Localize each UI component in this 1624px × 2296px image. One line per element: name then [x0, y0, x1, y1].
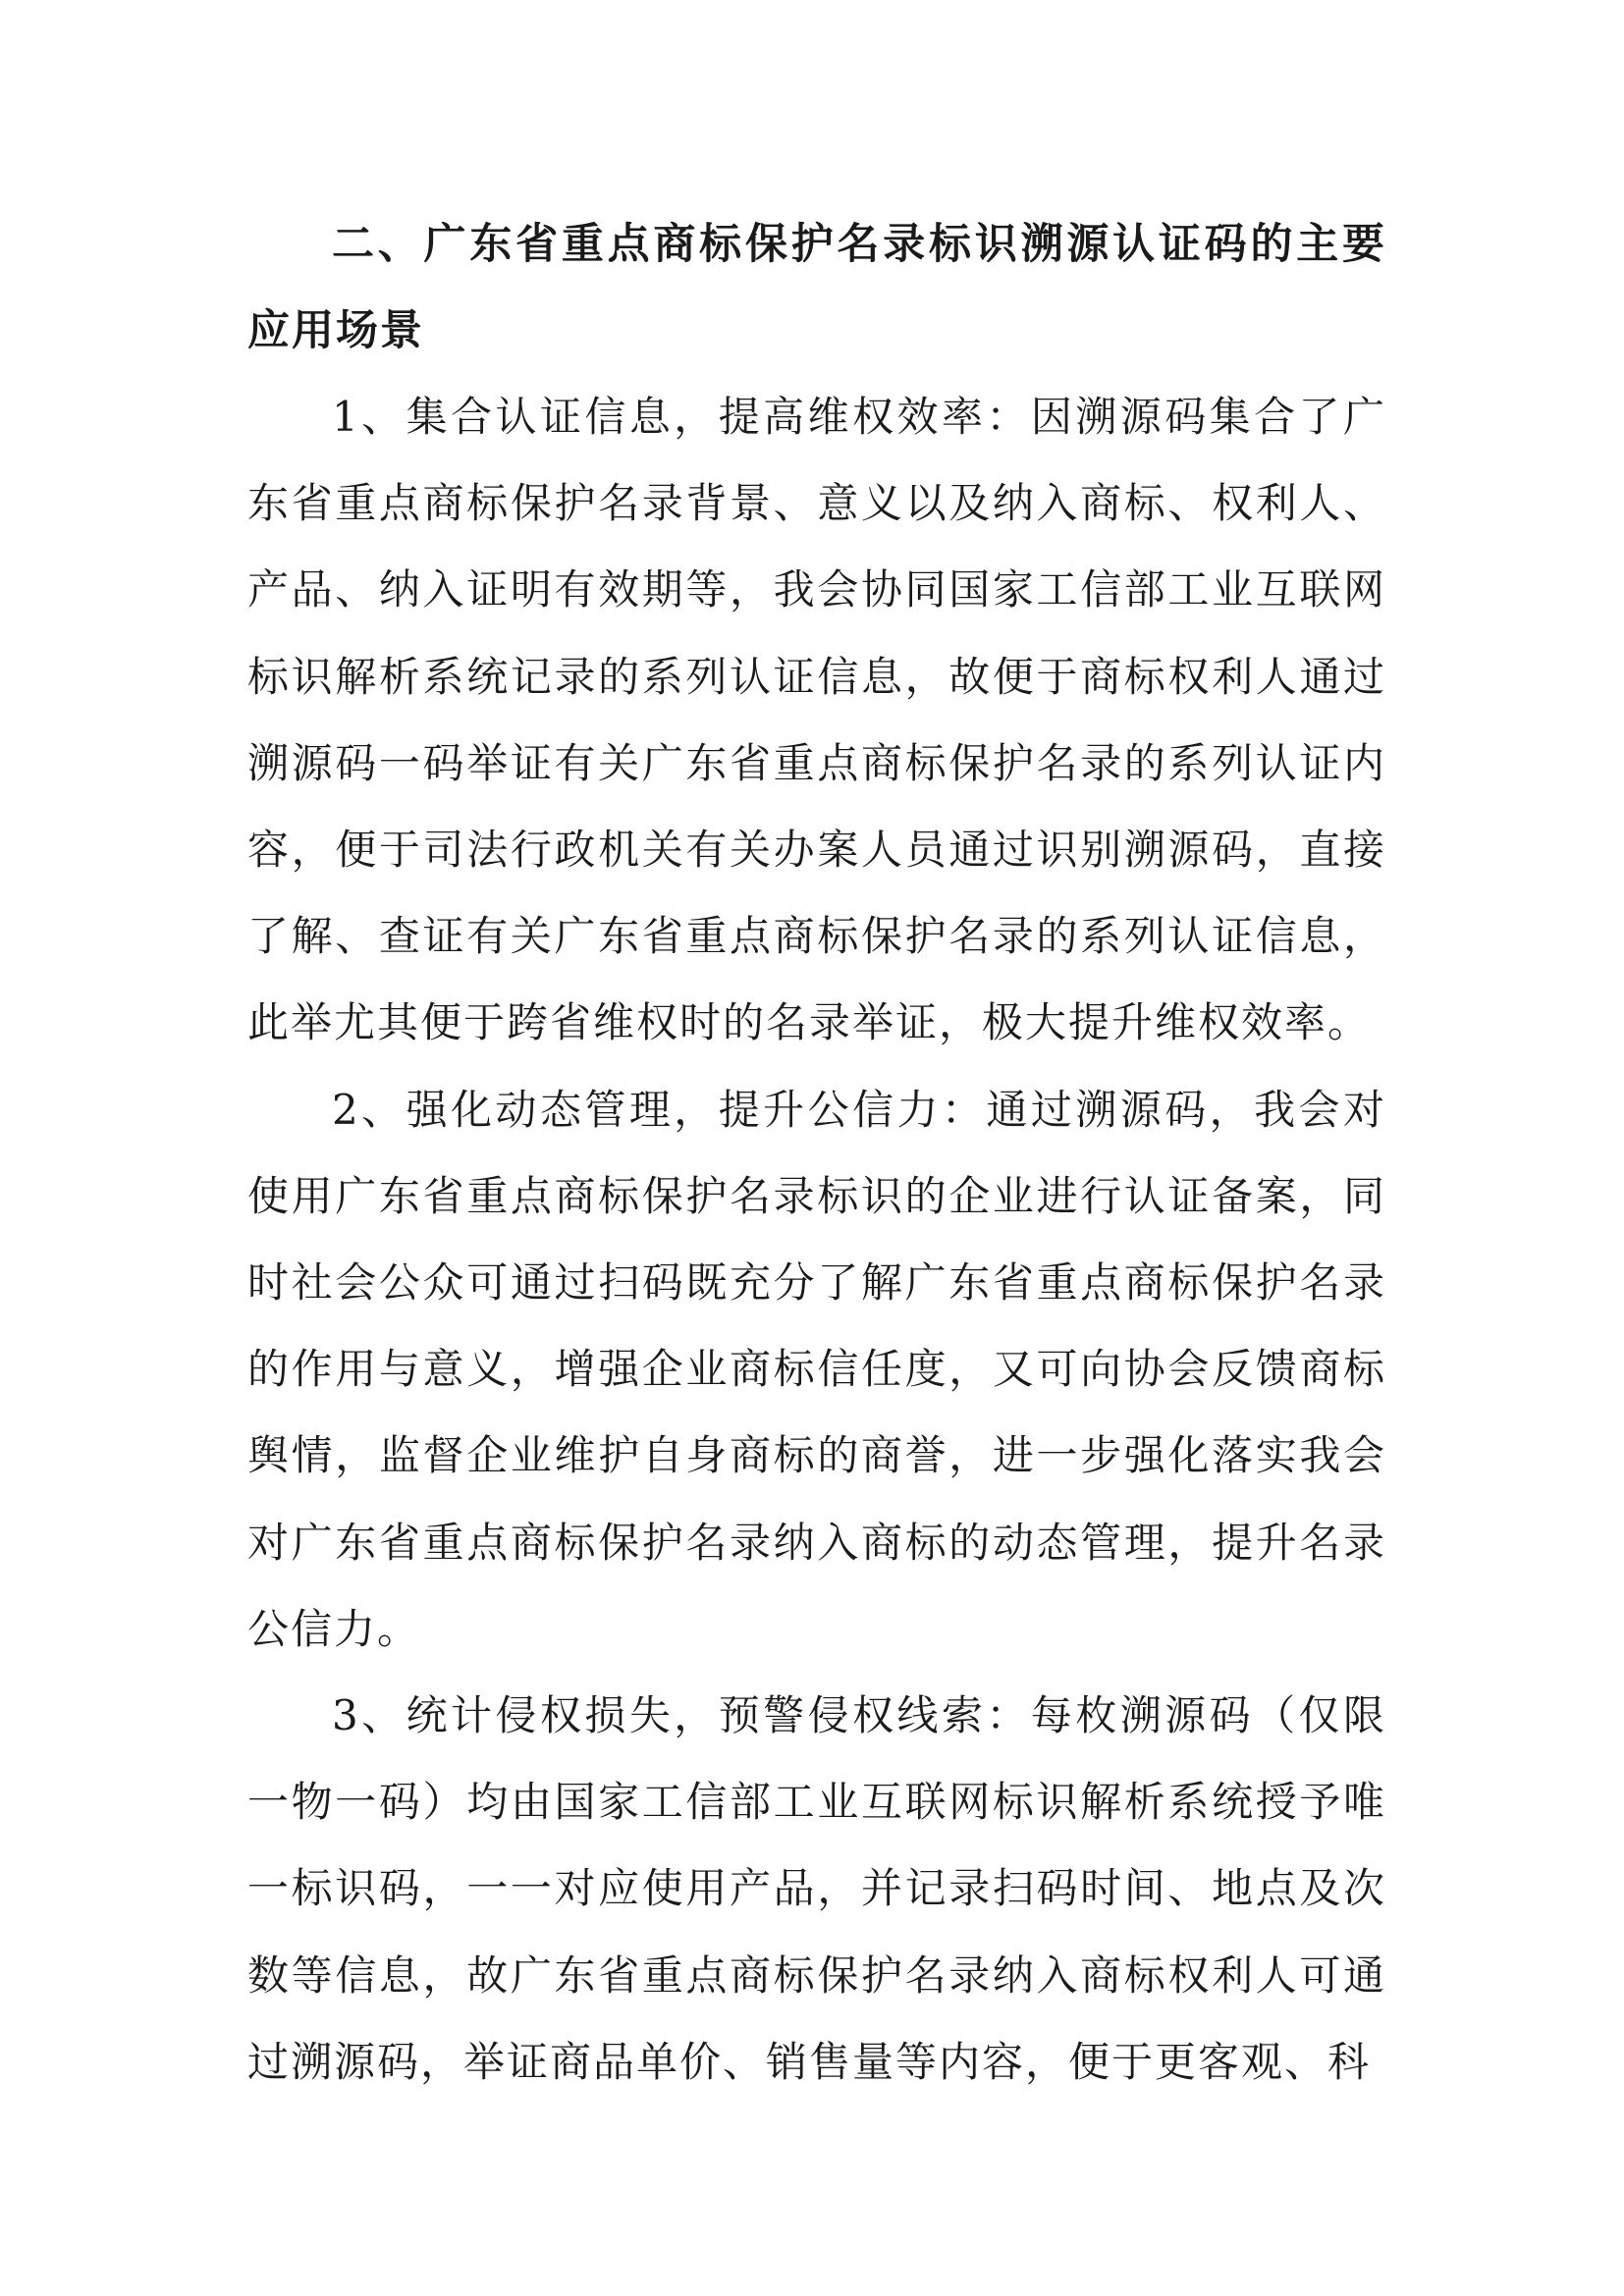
paragraph-3: 3、统计侵权损失，预警侵权线索：每枚溯源码（仅限一物一码）均由国家工信部工业互联网标识解析系统授予唯一标识码，一一对应使用产品，并记录扫码时间、地点及次数等信息，故广东省重点商标保护名录纳入商标权利人可通过溯源码，举证商品单价、销售量等内容，便于更客观、科 [247, 1691, 1386, 2086]
document-body [247, 201, 1386, 2106]
section-heading: 二、广东省重点商标保护名录标识溯源认证码的主要应用场景 [247, 220, 1386, 355]
paragraph-1: 1、集合认证信息，提高维权效率：因溯源码集合了广东省重点商标保护名录背景、意义以及纳入商标、权利人、产品、纳入证明有效期等，我会协同国家工信部工业互联网标识解析系统记录的系列认证信息，故便于商标权利人通过溯源码一码举证有关广东省重点商标保护名录的系列认证内容，便于司法行政机关有关办案人员通过识别溯源码，直接了解、查证有关广东省重点商标保护名录的系列认证信息，此举尤其便于跨省维权时的名录举证，极大提升维权效率。 [247, 393, 1386, 1047]
paragraph-2: 2、强化动态管理，提升公信力：通过溯源码，我会对使用广东省重点商标保护名录标识的企业进行认证备案，同时社会公众可通过扫码既充分了解广东省重点商标保护名录的作用与意义，增强企业商标信任度，又可向协会反馈商标舆情，监督企业维护自身商标的商誉，进一步强化落实我会对广东省重点商标保护名录纳入商标的动态管理，提升名录公信力。 [247, 1085, 1386, 1653]
